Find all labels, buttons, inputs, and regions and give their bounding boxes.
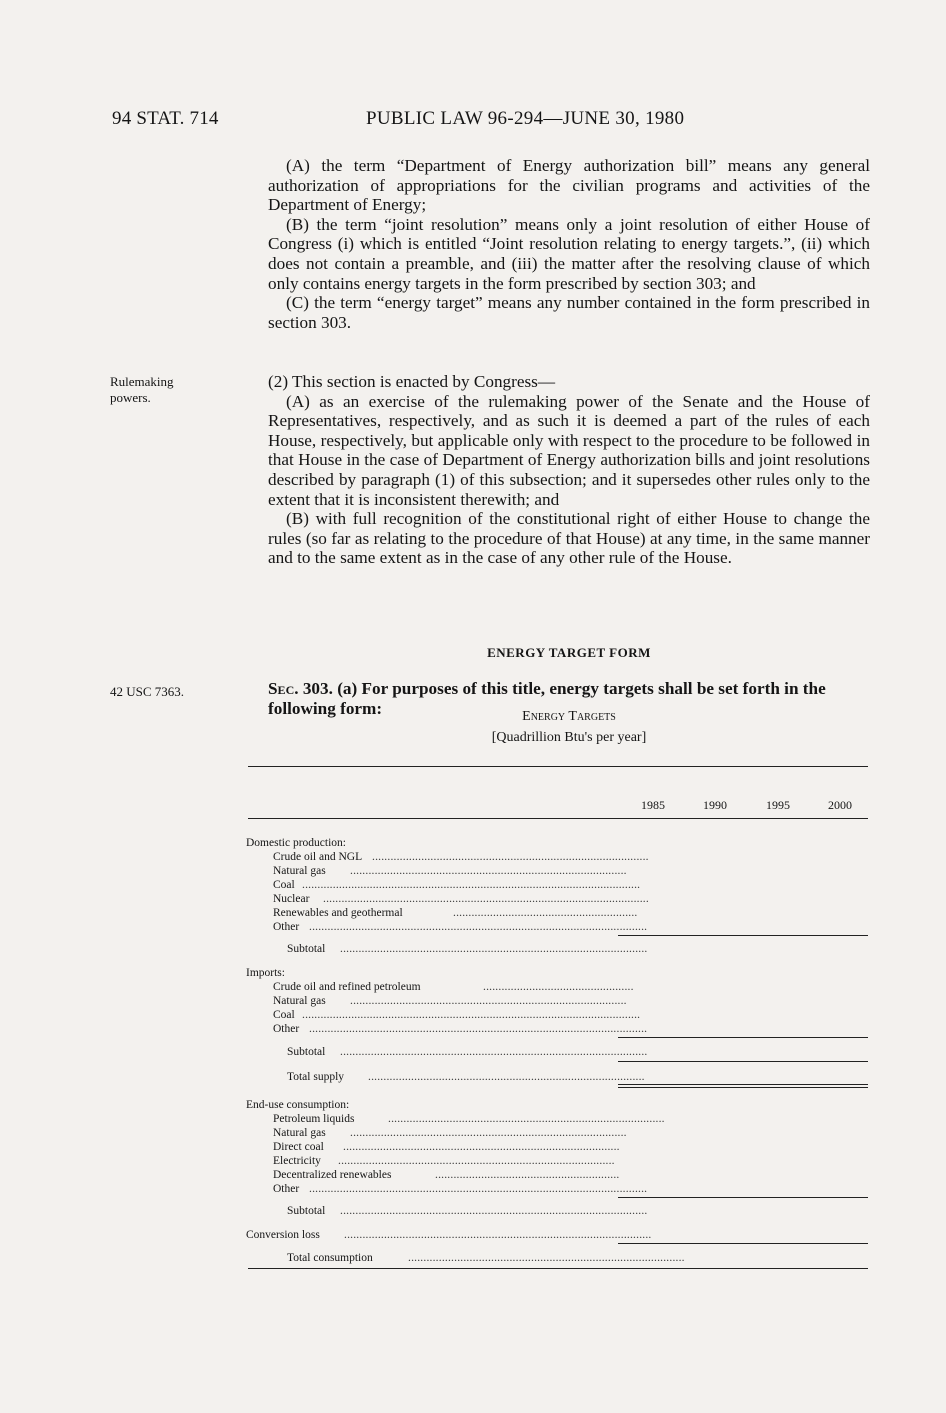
- table-top-rule: [248, 766, 868, 767]
- public-law-title: PUBLIC LAW 96-294—JUNE 30, 1980: [366, 108, 685, 129]
- subtotal-label: Subtotal: [287, 1046, 326, 1058]
- table-row-label: Decentralized renewables: [273, 1169, 392, 1181]
- leader-dots: ..........................................................................................................: [323, 893, 649, 905]
- leader-dots: ..........................................................................................: [338, 1155, 615, 1167]
- table-row-label: Nuclear: [273, 893, 310, 905]
- section-text: (a) For purposes of this title, energy targets shall be set forth in the following form:: [268, 679, 826, 718]
- table-row-label: Renewables and geothermal: [273, 907, 403, 919]
- page-header: [112, 108, 872, 136]
- table-subtitle: [Quadrillion Btu's per year]: [491, 730, 647, 745]
- table-row-label: Other: [273, 921, 300, 933]
- column-year-1990: 1990: [703, 798, 727, 812]
- leader-dots: ....................................................................................................: [344, 1229, 652, 1241]
- column-year-1985: 1985: [641, 798, 665, 812]
- definition-b: (B) the term “joint resolution” means only a joint resolution of either House of Congress (i) which is entitled “Joint resolution relating to energy targets.”, (ii) which does not contain a preamble, and (iii) the matter after the resolving clause of which only contains energy targets in the form prescribed by section 303; and: [268, 214, 870, 293]
- subtotal-label: Subtotal: [287, 1205, 326, 1217]
- leader-dots: ............................................................: [453, 907, 638, 919]
- margin-note-rulemaking: Rulemaking powers.: [110, 374, 174, 405]
- leader-dots: ....................................................................................................: [340, 943, 648, 955]
- leader-dots: ..............................................................................................................: [309, 1023, 648, 1035]
- end-use-label: End-use consumption:: [246, 1099, 350, 1111]
- leader-dots: ............................................................: [435, 1169, 620, 1181]
- total-rule: [618, 1084, 868, 1085]
- leader-dots: ..........................................................................................: [368, 1071, 645, 1083]
- margin-note-usc: 42 USC 7363.: [110, 684, 185, 699]
- table-row-label: Other: [273, 1023, 300, 1035]
- table-title: Energy Targets: [522, 709, 616, 724]
- section-heading: ENERGY TARGET FORM: [487, 645, 651, 660]
- leader-dots: ..............................................................................................................: [309, 921, 648, 933]
- column-year-1995: 1995: [766, 798, 790, 812]
- leader-dots: ..............................................................................................................: [302, 1009, 641, 1021]
- table-bottom-rule: [248, 1268, 868, 1269]
- imports-label: Imports:: [246, 967, 285, 979]
- leader-dots: ..........................................................................................: [408, 1252, 685, 1264]
- table-row-label: Coal: [273, 879, 295, 891]
- definition-c: (C) the term “energy target” means any number contained in the form prescribed in section 303.: [268, 293, 870, 332]
- table-row-label: Natural gas: [273, 1127, 326, 1139]
- definition-a: (A) the term “Department of Energy authorization bill” means any general authorization of appropriations for the civilian programs and activities of the Department of Energy;: [268, 156, 870, 215]
- subtotal-rule: [618, 1243, 868, 1244]
- leader-dots: ..........................................................................................: [350, 1127, 627, 1139]
- table-row-label: Other: [273, 1183, 300, 1195]
- rulemaking-b: (B) with full recognition of the constitutional right of either House to change the rules (so far as relating to the procedure of that House) at any time, in the same manner and to the same extent as in the case of any other rule of the House.: [268, 509, 870, 568]
- leader-dots: .................................................: [483, 981, 634, 993]
- statute-page-number: 94 STAT. 714: [112, 108, 219, 129]
- domestic-production-label: Domestic production:: [246, 837, 346, 849]
- subtotal-rule: [618, 1037, 868, 1038]
- subtotal-rule: [618, 935, 868, 936]
- leader-dots: ..........................................................................................: [388, 1113, 665, 1125]
- leader-dots: ....................................................................................................: [340, 1205, 648, 1217]
- leader-dots: ..........................................................................................: [343, 1141, 620, 1153]
- rulemaking-a: (A) as an exercise of the rulemaking power of the Senate and the House of Representatives, respectively, and as such it is deemed a part of the rules of each House, respectively, but applicable only with respect to the procedure to be followed in that House in the case of Department of Energy authorization bills and joint resolutions described by paragraph (1) of this subsection; and it supersedes other rules only to the extent that it is inconsistent therewith; and: [268, 391, 870, 509]
- subtotal-rule: [618, 1197, 868, 1198]
- subtotal-label: Subtotal: [287, 943, 326, 955]
- section-label: Sec. 303.: [268, 679, 333, 698]
- table-row-label: Petroleum liquids: [273, 1113, 355, 1125]
- leader-dots: ..............................................................................................................: [309, 1183, 648, 1195]
- table-row-label: Natural gas: [273, 995, 326, 1007]
- table-header-rule: [248, 818, 868, 819]
- total-consumption-label: Total consumption: [287, 1252, 373, 1264]
- total-rule: [618, 1087, 868, 1088]
- conversion-loss-label: Conversion loss: [246, 1229, 320, 1241]
- rulemaking-intro: (2) This section is enacted by Congress—: [268, 372, 556, 391]
- column-year-2000: 2000: [828, 798, 852, 812]
- table-row-label: Crude oil and NGL: [273, 851, 363, 863]
- total-supply-label: Total supply: [287, 1071, 345, 1083]
- table-row-label: Crude oil and refined petroleum: [273, 981, 421, 993]
- subtotal-rule: [618, 1061, 868, 1062]
- table-row-label: Electricity: [273, 1155, 321, 1167]
- table-row-label: Direct coal: [273, 1141, 324, 1153]
- leader-dots: ..............................................................................................................: [302, 879, 641, 891]
- leader-dots: ..........................................................................................: [350, 995, 627, 1007]
- table-row-label: Natural gas: [273, 865, 326, 877]
- table-row-label: Coal: [273, 1009, 295, 1021]
- leader-dots: ..........................................................................................: [372, 851, 649, 863]
- rulemaking-block: [268, 372, 870, 568]
- definitions-block: [268, 156, 870, 332]
- leader-dots: ....................................................................................................: [340, 1046, 648, 1058]
- leader-dots: ..........................................................................................: [350, 865, 627, 877]
